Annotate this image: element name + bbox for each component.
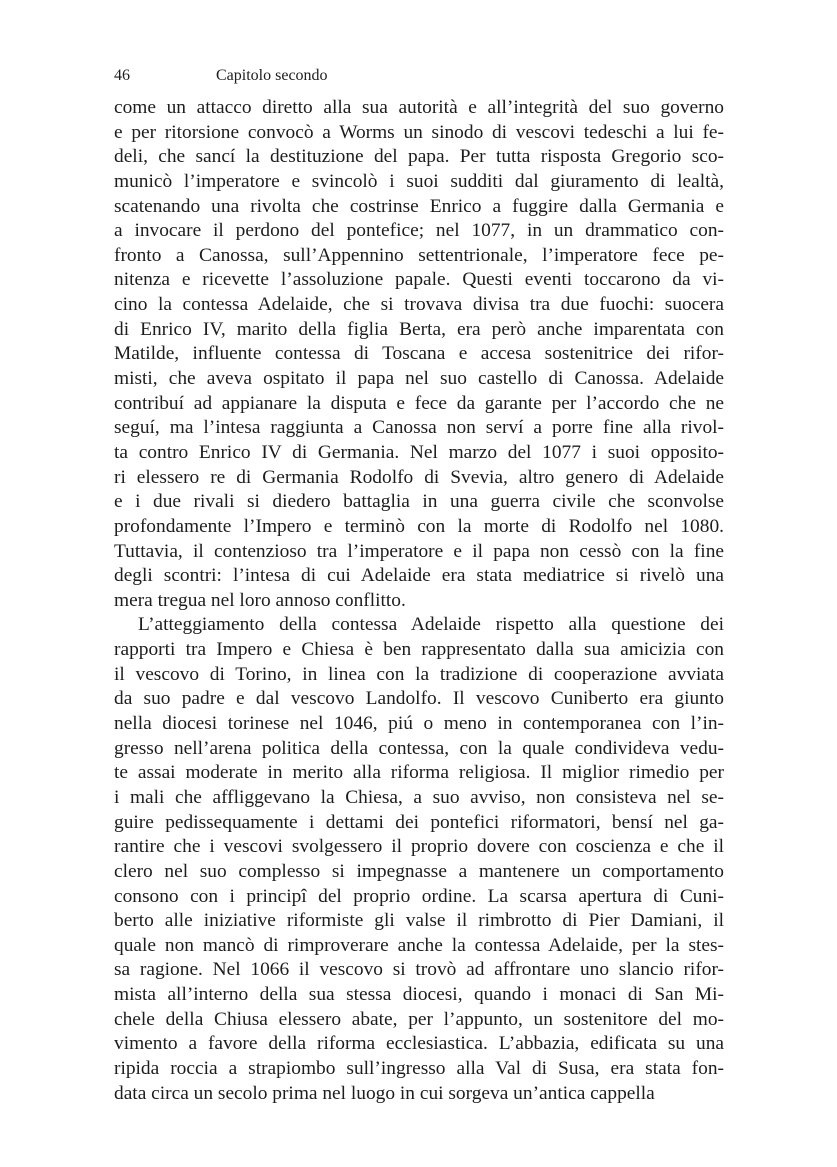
text-line: gresso nell’arena politica della contessa, con la quale condivideva vedu- <box>114 737 724 759</box>
page-number: 46 <box>114 67 130 84</box>
text-line: quale non mancò di rimproverare anche la contessa Adelaide, per la stes- <box>114 934 724 956</box>
text-line: misti, che aveva ospitato il papa nel suo castello di Canossa. Adelaide <box>114 368 724 390</box>
text-line: mera tregua nel loro annoso conflitto. <box>114 589 406 611</box>
text-line: rapporti tra Impero e Chiesa è ben rappresentato dalla sua amicizia con <box>114 639 724 661</box>
text-line: vimento a favore della riforma ecclesiastica. L’abbazia, edificata su una <box>114 1033 724 1055</box>
text-line: come un attacco diretto alla sua autorità e all’integrità del suo governo <box>114 97 724 118</box>
paragraph <box>114 96 724 613</box>
text-line: clero nel suo complesso si impegnasse a mantenere un comportamento <box>114 860 724 882</box>
text-line: mista all’interno della sua stessa diocesi, quando i monaci di San Mi- <box>114 984 724 1006</box>
text-line: e i due rivali si diedero battaglia in una guerra civile che sconvolse <box>114 491 724 513</box>
text-line: consono con i principî del proprio ordine. La scarsa apertura di Cuni- <box>114 885 724 907</box>
text-line: rantire che i vescovi svolgessero il proprio dovere con coscienza e che il <box>114 836 724 858</box>
text-line: Matilde, influente contessa di Toscana e accesa sostenitrice dei rifor- <box>114 343 724 365</box>
text-line: il vescovo di Torino, in linea con la tradizione di cooperazione avviata <box>114 663 724 685</box>
text-line: seguí, ma l’intesa raggiunta a Canossa non serví a porre fine alla rivol- <box>114 417 724 439</box>
paragraph <box>114 613 724 1106</box>
text-line: da suo padre e dal vescovo Landolfo. Il vescovo Cuniberto era giunto <box>114 688 724 710</box>
text-line: sa ragione. Nel 1066 il vescovo si trovò ad affrontare uno slancio rifor- <box>114 959 724 981</box>
text-line: municò l’imperatore e svincolò i suoi sudditi dal giuramento di lealtà, <box>114 170 724 192</box>
text-line: di Enrico IV, marito della figlia Berta, era però anche imparentata con <box>114 318 724 340</box>
text-line: guire pedissequamente i dettami dei pontefici riformatori, bensí nel ga- <box>114 811 724 833</box>
text-line: te assai moderate in merito alla riforma religiosa. Il miglior rimedio per <box>114 762 724 784</box>
text-line: a invocare il perdono del pontefice; nel 1077, in un drammatico con- <box>114 220 724 242</box>
text-line: chele della Chiusa elessero abate, per l’appunto, un sostenitore del mo- <box>114 1008 724 1030</box>
body-text <box>114 96 724 1106</box>
text-line: degli scontri: l’intesa di cui Adelaide era stata mediatrice si rivelò una <box>114 565 724 587</box>
book-page <box>114 66 724 1106</box>
text-line: ripida roccia a strapiombo sull’ingresso alla Val di Susa, era stata fon- <box>114 1057 724 1079</box>
text-line: L’atteggiamento della contessa Adelaide rispetto alla questione dei <box>138 614 724 636</box>
text-line: berto alle iniziative riformiste gli valse il rimbrotto di Pier Damiani, il <box>114 910 724 932</box>
text-line: Tuttavia, il contenzioso tra l’imperatore e il papa non cessò con la fine <box>114 540 724 562</box>
text-line: ri elessero re di Germania Rodolfo di Svevia, altro genero di Adelaide <box>114 466 724 488</box>
text-line: scatenando una rivolta che costrinse Enrico a fuggire dalla Germania e <box>114 195 724 217</box>
text-line: deli, che sancí la destituzione del papa. Per tutta risposta Gregorio sco- <box>114 146 724 168</box>
text-line: ta contro Enrico IV di Germania. Nel marzo del 1077 i suoi opposito- <box>114 441 724 463</box>
text-line: profondamente l’Impero e terminò con la morte di Rodolfo nel 1080. <box>114 515 724 537</box>
chapter-title: Capitolo secondo <box>216 67 328 84</box>
text-line: nella diocesi torinese nel 1046, piú o meno in contemporanea con l’in- <box>114 713 724 735</box>
text-line: fronto a Canossa, sull’Appennino settentrionale, l’imperatore fece pe- <box>114 244 724 266</box>
text-line: data circa un secolo prima nel luogo in cui sorgeva un’antica cappella <box>114 1082 655 1104</box>
text-line: cino la contessa Adelaide, che si trovava divisa tra due fuochi: suocera <box>114 294 724 316</box>
text-line: e per ritorsione convocò a Worms un sinodo di vescovi tedeschi a lui fe- <box>114 121 724 143</box>
text-line: i mali che affliggevano la Chiesa, a suo avviso, non consisteva nel se- <box>114 786 724 808</box>
text-line: nitenza e ricevette l’assoluzione papale. Questi eventi toccarono da vi- <box>114 269 724 291</box>
text-line: contribuí ad appianare la disputa e fece da garante per l’accordo che ne <box>114 392 724 414</box>
running-head <box>114 66 724 96</box>
